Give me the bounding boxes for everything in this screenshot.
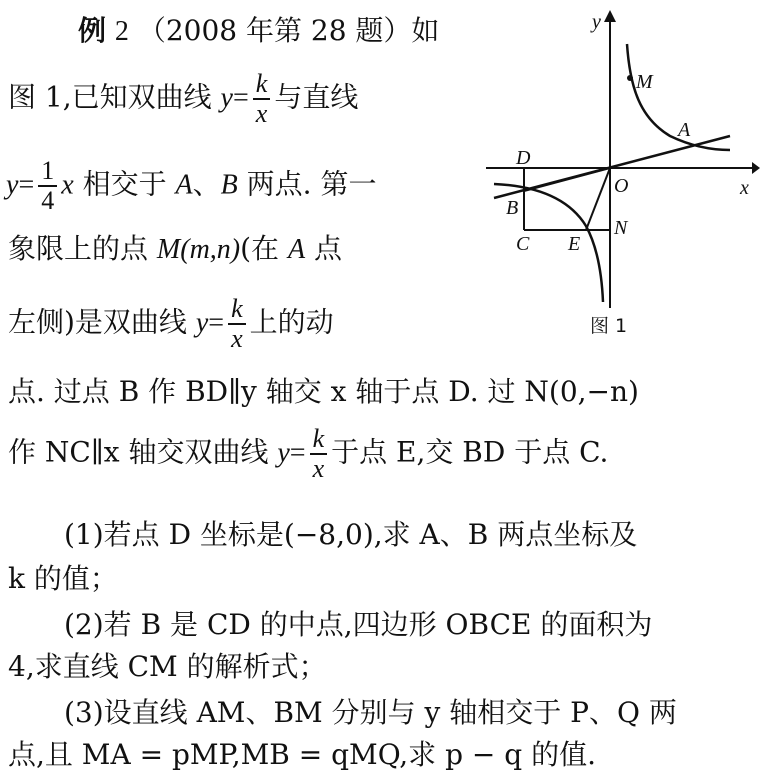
equals-sign: = xyxy=(232,82,249,114)
text-segment: 上的动 xyxy=(249,305,334,339)
separator: 、 xyxy=(192,167,221,201)
text-line-5 xyxy=(8,295,334,353)
var-y: y xyxy=(195,307,209,339)
text-segment: 作 NC∥x 轴交双曲线 xyxy=(8,435,269,469)
text-line-2 xyxy=(8,70,358,128)
var-y: y xyxy=(220,82,233,114)
text-segment: 于点 E,交 BD 于点 C. xyxy=(331,435,609,469)
label-D: D xyxy=(516,147,531,169)
text-line-6 xyxy=(8,375,639,409)
label-C: C xyxy=(516,233,530,255)
text-line-7 xyxy=(8,425,608,483)
text-line-3 xyxy=(6,157,376,215)
question-1-text-cont: k 的值； xyxy=(8,562,118,595)
label-A: A xyxy=(678,119,691,141)
example-number: 2 xyxy=(114,16,129,47)
question-1-text: (1)若点 D 坐标是(−8,0),求 A、B 两点坐标及 xyxy=(64,518,638,551)
question-2-line-2 xyxy=(8,650,327,684)
point-A: A xyxy=(175,169,193,201)
fraction-k-over-x xyxy=(228,295,246,353)
numerator: k xyxy=(228,295,246,325)
label-E: E xyxy=(568,233,581,255)
fraction-k-over-x xyxy=(253,70,271,128)
numerator: 1 xyxy=(38,157,57,187)
label-x: x xyxy=(740,177,749,199)
var-y: y xyxy=(277,437,290,469)
text-segment: 相交于 xyxy=(82,167,167,201)
label-N: N xyxy=(614,217,628,239)
numerator: k xyxy=(310,425,328,455)
question-2-text-cont: 4,求直线 CM 的解析式； xyxy=(8,650,327,683)
label-M: M xyxy=(636,71,653,93)
point-B: B xyxy=(220,169,238,201)
fraction-k-over-x xyxy=(310,425,328,483)
text-segment: 象限上的点 xyxy=(8,232,149,265)
equals-sign: = xyxy=(18,169,35,201)
equals-sign: = xyxy=(208,307,225,339)
point-M: M(m,n) xyxy=(156,234,241,265)
equals-sign: = xyxy=(289,437,306,469)
var-x: x xyxy=(61,169,74,201)
text-segment: 左侧)是双曲线 xyxy=(8,305,187,339)
figure-1-hyperbola-diagram xyxy=(480,8,760,338)
y-axis-arrow-icon xyxy=(604,10,616,22)
question-1-line-1 xyxy=(64,518,637,552)
label-y: y xyxy=(592,11,601,33)
example-source: （2008 年第 28 题） xyxy=(137,14,412,47)
denominator: x xyxy=(255,99,268,128)
segment-OE xyxy=(586,168,610,230)
question-3-text: (3)设直线 AM、BM 分别与 y 轴相交于 P、Q 两 xyxy=(64,696,677,729)
text-line-4 xyxy=(8,232,342,267)
point-M-dot xyxy=(627,75,633,81)
label-O: O xyxy=(614,175,629,197)
text-line-1 xyxy=(78,14,439,49)
fraction-one-quarter xyxy=(38,157,57,215)
question-1-line-2 xyxy=(8,562,118,596)
text-segment: 与直线 xyxy=(274,80,359,114)
text-segment: (在 xyxy=(240,232,280,265)
question-2-text: (2)若 B 是 CD 的中点,四边形 OBCE 的面积为 xyxy=(64,608,653,641)
denominator: x xyxy=(231,324,243,353)
segment-OB xyxy=(524,168,610,191)
label-B: B xyxy=(506,197,519,219)
figure-caption: 图 1 xyxy=(590,315,628,337)
text-ru: 如 xyxy=(411,14,440,47)
text-segment: 图 1,已知双曲线 xyxy=(8,80,212,114)
text-segment: 点. 过点 B 作 BD∥y 轴交 x 轴于点 D. 过 N(0,−n) xyxy=(8,375,639,408)
question-2-line-1 xyxy=(64,608,652,642)
x-axis-arrow-icon xyxy=(752,162,760,174)
example-label: 例 xyxy=(78,14,107,47)
text-segment: 点 xyxy=(313,232,342,265)
point-A: A xyxy=(287,234,306,265)
question-3-line-1 xyxy=(64,696,677,730)
var-y: y xyxy=(6,169,19,201)
denominator: x xyxy=(312,454,325,483)
denominator: 4 xyxy=(41,186,55,215)
question-3-line-2 xyxy=(8,738,596,772)
question-3-text-cont: 点,且 MA = pMP,MB = qMQ,求 p − q 的值. xyxy=(8,738,596,771)
text-segment: 两点. 第一 xyxy=(246,167,377,201)
numerator: k xyxy=(253,70,271,100)
